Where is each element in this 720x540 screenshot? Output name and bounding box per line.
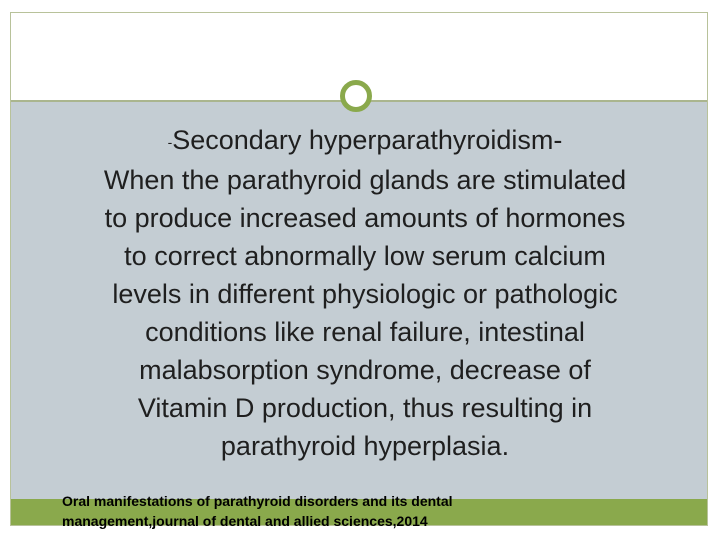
body-line-7: Vitamin D production, thus resulting in: [137, 392, 593, 423]
reference-line-1: Oral manifestations of parathyroid disorders and its dental: [62, 493, 453, 509]
body-line-2: to produce increased amounts of hormones: [104, 202, 626, 233]
bullet-dash: -: [167, 133, 173, 150]
reference-citation: [62, 491, 662, 531]
body-line-1: When the parathyroid glands are stimulated: [103, 164, 627, 195]
heading-line: [40, 121, 690, 161]
reference-line-2: management,journal of dental and allied sciences,2014: [62, 513, 428, 529]
slide-heading: Secondary hyperparathyroidism-: [172, 125, 563, 155]
body-line-4: levels in different physiologic or pathologic: [112, 278, 618, 309]
slide-body: [40, 121, 690, 465]
body-line-8: parathyroid hyperplasia.: [220, 430, 510, 461]
body-line-5: conditions like renal failure, intestinal: [145, 316, 585, 347]
body-line-3: to correct abnormally low serum calcium: [124, 240, 606, 271]
circle-ornament-icon: [340, 80, 372, 112]
body-line-6: malabsorption syndrome, decrease of: [139, 354, 591, 385]
